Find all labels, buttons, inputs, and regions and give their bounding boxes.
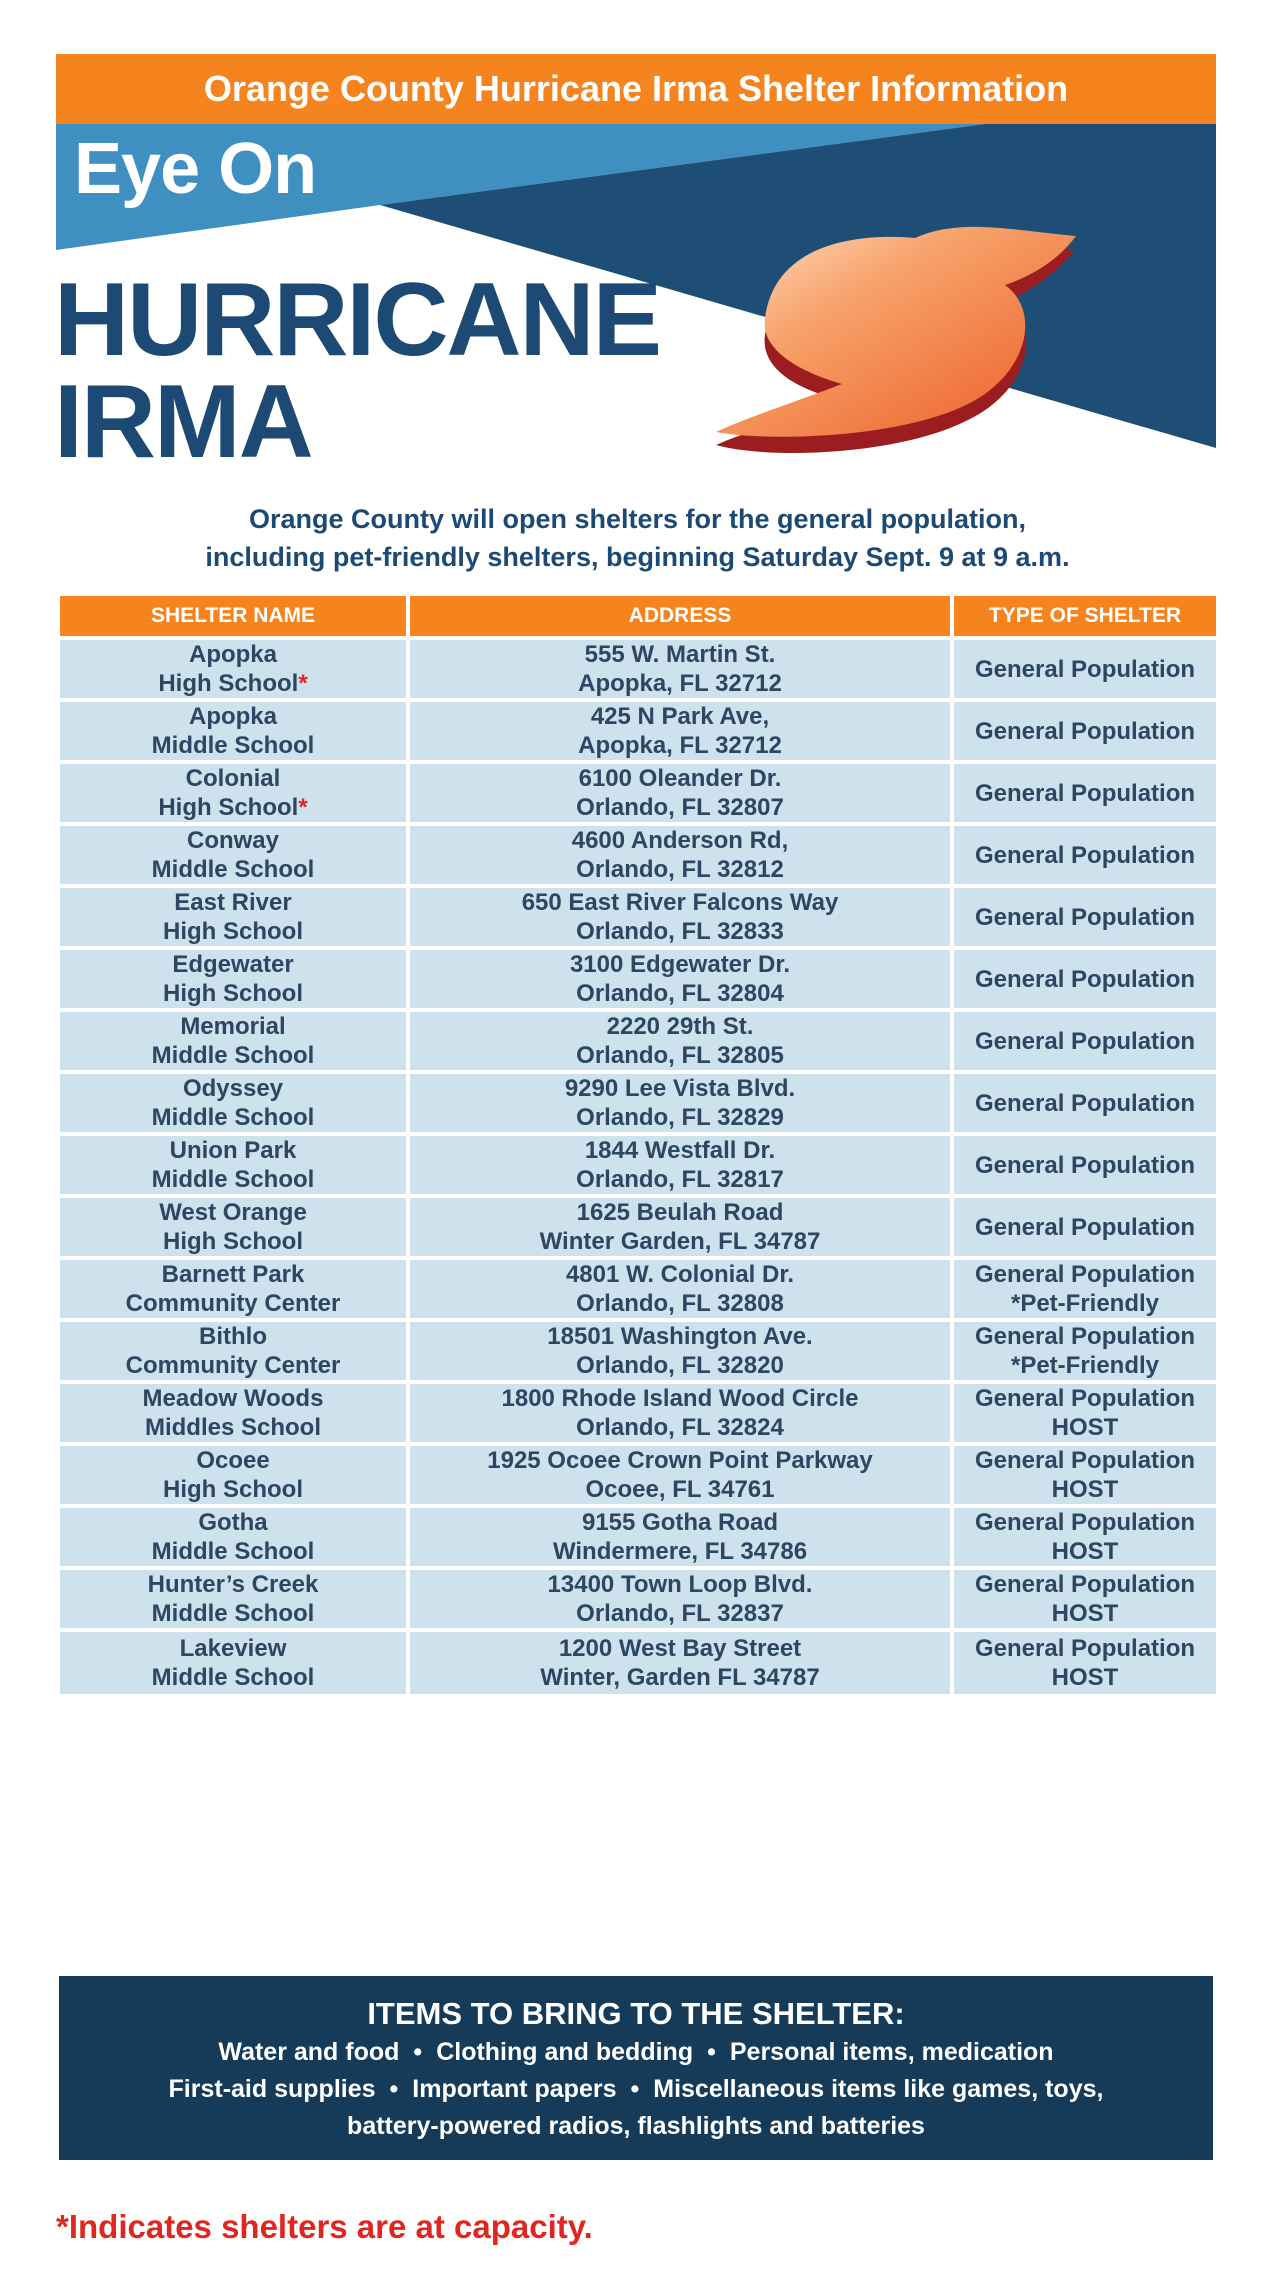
items-line-2 xyxy=(59,2071,1213,2108)
table-header-row xyxy=(60,596,1216,636)
item-entry: Clothing and bedding xyxy=(436,2038,694,2066)
shelter-name-line: Ocoee xyxy=(196,1447,270,1474)
table-row xyxy=(60,826,1216,884)
address-line: Orlando, FL 32829 xyxy=(576,1104,784,1131)
address-line: 13400 Town Loop Blvd. xyxy=(547,1571,813,1598)
shelter-name-cell xyxy=(60,1632,406,1694)
shelter-type-line: General Population xyxy=(974,1385,1196,1412)
item-entry: Miscellaneous items like games, toys, xyxy=(653,2075,1104,2103)
shelter-name-cell xyxy=(60,1570,406,1628)
shelter-type-line: General Population xyxy=(974,717,1196,745)
address-line: 1844 Westfall Dr. xyxy=(584,1137,776,1164)
page-banner-title: Orange County Hurricane Irma Shelter Information xyxy=(56,54,1216,124)
shelter-type-cell xyxy=(954,1012,1216,1070)
shelter-name-cell xyxy=(60,826,406,884)
shelter-type-cell xyxy=(954,764,1216,822)
bullet-separator: • xyxy=(630,2075,640,2103)
table-row xyxy=(60,1508,1216,1566)
shelter-type-line: General Population xyxy=(974,841,1196,869)
shelter-name-cell xyxy=(60,888,406,946)
address-line: 555 W. Martin St. xyxy=(584,641,776,668)
address-cell xyxy=(410,888,950,946)
intro-line-2: including pet-friendly shelters, beginning Saturday Sept. 9 at 9 a.m. xyxy=(205,542,1070,572)
item-entry: battery-powered radios, flashlights and batteries xyxy=(347,2112,925,2140)
shelter-type-line: HOST xyxy=(1051,1600,1119,1627)
items-title: ITEMS TO BRING TO THE SHELTER: xyxy=(367,1996,905,2031)
address-cell xyxy=(410,764,950,822)
address-line: Orlando, FL 32833 xyxy=(576,918,784,945)
address-cell xyxy=(410,826,950,884)
table-row xyxy=(60,1260,1216,1318)
shelter-name-cell xyxy=(60,1012,406,1070)
table-row xyxy=(60,640,1216,698)
items-line-3 xyxy=(59,2108,1213,2145)
address-cell xyxy=(410,1322,950,1380)
address-line: 18501 Washington Ave. xyxy=(547,1323,813,1350)
table-row xyxy=(60,1632,1216,1694)
shelter-name-text: High School xyxy=(158,794,299,821)
bullet-separator: • xyxy=(389,2075,399,2103)
address-line: Orlando, FL 32805 xyxy=(576,1042,784,1069)
shelter-type-cell xyxy=(954,702,1216,760)
address-line: Orlando, FL 32812 xyxy=(576,856,784,883)
shelter-type-line: HOST xyxy=(1051,1414,1119,1441)
shelter-name-line: High School xyxy=(163,1228,303,1255)
shelter-type-line: General Population xyxy=(974,655,1196,683)
shelter-type-line: General Population xyxy=(974,903,1196,931)
address-line: 1200 West Bay Street xyxy=(558,1635,802,1662)
shelter-type-line: General Population xyxy=(974,1213,1196,1241)
shelter-type-line: General Population xyxy=(974,1089,1196,1117)
address-line: Apopka, FL 32712 xyxy=(578,670,782,697)
shelter-name-cell xyxy=(60,1198,406,1256)
capacity-marker: * xyxy=(298,794,308,821)
capacity-marker: * xyxy=(298,670,308,697)
shelter-name-line: Community Center xyxy=(125,1352,341,1379)
address-cell xyxy=(410,950,950,1008)
shelter-name-line: High School xyxy=(163,918,303,945)
shelter-name-line: Edgewater xyxy=(172,951,294,978)
address-line: Orlando, FL 32820 xyxy=(576,1352,784,1379)
address-cell xyxy=(410,1260,950,1318)
shelter-type-line: General Population xyxy=(974,965,1196,993)
shelter-name-cell xyxy=(60,1260,406,1318)
address-cell xyxy=(410,1508,950,1566)
shelter-name-line: Middle School xyxy=(151,1042,315,1069)
shelter-name-line: West Orange xyxy=(159,1199,307,1226)
eye-on-heading: Eye On xyxy=(74,129,317,209)
address-line: Orlando, FL 32804 xyxy=(576,980,784,1007)
shelter-name-text: High School xyxy=(158,670,299,697)
shelter-type-cell xyxy=(954,1570,1216,1628)
column-header-type: TYPE OF SHELTER xyxy=(954,596,1216,636)
shelter-name-line: Middle School xyxy=(151,1664,315,1691)
table-row xyxy=(60,1074,1216,1132)
address-cell xyxy=(410,1384,950,1442)
address-line: 1925 Ocoee Crown Point Parkway xyxy=(487,1447,873,1474)
table-row xyxy=(60,888,1216,946)
address-cell xyxy=(410,1074,950,1132)
shelter-type-cell xyxy=(954,1446,1216,1504)
table-row xyxy=(60,1012,1216,1070)
shelter-name-cell xyxy=(60,1384,406,1442)
shelter-name-line: Middles School xyxy=(144,1414,321,1441)
address-cell xyxy=(410,702,950,760)
capacity-footnote: *Indicates shelters are at capacity. xyxy=(56,2208,593,2245)
bullet-separator: • xyxy=(413,2038,423,2066)
shelter-name-cell xyxy=(60,702,406,760)
shelter-type-cell xyxy=(954,826,1216,884)
address-line: Orlando, FL 32807 xyxy=(576,794,784,821)
shelter-name-cell xyxy=(60,1074,406,1132)
shelter-type-line: General Population xyxy=(974,1261,1196,1288)
bullet-separator: • xyxy=(707,2038,716,2066)
shelter-name-line xyxy=(64,669,402,698)
address-line: Winter Garden, FL 34787 xyxy=(539,1228,821,1255)
shelter-type-line: *Pet-Friendly xyxy=(1010,1290,1160,1317)
irma-title: IRMA xyxy=(54,364,312,480)
shelter-type-cell xyxy=(954,950,1216,1008)
table-row xyxy=(60,1198,1216,1256)
column-header-shelter-name: SHELTER NAME xyxy=(60,596,406,636)
shelter-type-line: HOST xyxy=(1051,1538,1119,1565)
shelter-type-cell xyxy=(954,1074,1216,1132)
shelter-name-cell xyxy=(60,640,406,698)
shelter-name-line: East River xyxy=(174,889,292,916)
address-line: Orlando, FL 32817 xyxy=(576,1166,784,1193)
shelter-name-line: Lakeview xyxy=(179,1635,287,1662)
shelter-type-cell xyxy=(954,640,1216,698)
shelter-table-body xyxy=(60,640,1216,1694)
table-row xyxy=(60,1570,1216,1628)
items-line-1 xyxy=(59,2034,1213,2071)
address-cell xyxy=(410,1632,950,1694)
item-entry: First-aid supplies xyxy=(168,2075,376,2103)
intro-text xyxy=(0,500,1275,576)
shelter-name-cell xyxy=(60,1322,406,1380)
address-cell xyxy=(410,1570,950,1628)
address-line: 6100 Oleander Dr. xyxy=(578,765,782,792)
address-line: 1800 Rhode Island Wood Circle xyxy=(501,1385,859,1412)
shelter-type-cell xyxy=(954,1632,1216,1694)
address-cell xyxy=(410,640,950,698)
shelter-name-cell xyxy=(60,764,406,822)
shelter-type-line: General Population xyxy=(974,779,1196,807)
hurricane-title: HURRICANE xyxy=(54,262,660,378)
address-line: 4801 W. Colonial Dr. xyxy=(565,1261,795,1288)
shelter-name-line: Conway xyxy=(186,827,279,854)
shelter-name-line: Middle School xyxy=(151,1600,315,1627)
shelter-name-line: Union Park xyxy=(169,1137,297,1164)
shelter-name-line: Colonial xyxy=(185,765,281,792)
shelter-name-line: Middle School xyxy=(151,732,315,759)
item-entry: Personal items, medication xyxy=(729,2038,1054,2066)
address-line: Orlando, FL 32824 xyxy=(576,1414,784,1441)
shelter-name-cell xyxy=(60,1136,406,1194)
shelter-type-cell xyxy=(954,1136,1216,1194)
address-line: Winter, Garden FL 34787 xyxy=(540,1664,820,1691)
address-line: 425 N Park Ave, xyxy=(590,703,770,730)
shelter-type-line: General Population xyxy=(974,1571,1196,1598)
shelter-name-line: Barnett Park xyxy=(161,1261,305,1288)
table-row xyxy=(60,1322,1216,1380)
shelter-table xyxy=(56,592,1220,1698)
table-row xyxy=(60,950,1216,1008)
address-cell xyxy=(410,1136,950,1194)
address-line: 2220 29th St. xyxy=(606,1013,754,1040)
shelter-name-line xyxy=(64,793,402,822)
shelter-type-cell xyxy=(954,888,1216,946)
shelter-name-line: Middle School xyxy=(151,1538,315,1565)
table-row xyxy=(60,1136,1216,1194)
address-cell xyxy=(410,1012,950,1070)
shelter-name-line: Gotha xyxy=(198,1509,268,1536)
shelter-type-line: General Population xyxy=(974,1447,1196,1474)
shelter-name-line: Middle School xyxy=(151,856,315,883)
table-row xyxy=(60,702,1216,760)
shelter-name-line: Community Center xyxy=(125,1290,341,1317)
shelter-type-line: *Pet-Friendly xyxy=(1010,1352,1160,1379)
intro-line-1: Orange County will open shelters for the general population, xyxy=(248,504,1027,534)
shelter-name-cell xyxy=(60,1446,406,1504)
address-line: 9290 Lee Vista Blvd. xyxy=(564,1075,796,1102)
address-line: 1625 Beulah Road xyxy=(576,1199,784,1226)
address-line: Orlando, FL 32808 xyxy=(576,1290,784,1317)
shelter-type-line: HOST xyxy=(1051,1664,1119,1691)
shelter-type-cell xyxy=(954,1322,1216,1380)
items-to-bring-box xyxy=(59,1976,1213,2160)
item-entry: Water and food xyxy=(218,2038,400,2066)
address-line: Windermere, FL 34786 xyxy=(552,1538,808,1565)
address-line: 4600 Anderson Rd, xyxy=(571,827,789,854)
address-line: 3100 Edgewater Dr. xyxy=(569,951,791,978)
shelter-type-cell xyxy=(954,1508,1216,1566)
shelter-name-line: Odyssey xyxy=(182,1075,284,1102)
shelter-name-line: Apopka xyxy=(188,641,277,668)
shelter-type-line: General Population xyxy=(974,1509,1196,1536)
shelter-name-line: Apopka xyxy=(188,703,277,730)
shelter-name-line: Memorial xyxy=(180,1013,286,1040)
shelter-type-cell xyxy=(954,1384,1216,1442)
address-cell xyxy=(410,1446,950,1504)
item-entry: Important papers xyxy=(412,2075,617,2103)
shelter-type-cell xyxy=(954,1260,1216,1318)
shelter-name-line: Bithlo xyxy=(199,1323,267,1350)
shelter-name-cell xyxy=(60,1508,406,1566)
column-header-address: ADDRESS xyxy=(410,596,950,636)
address-line: 650 East River Falcons Way xyxy=(521,889,839,916)
shelter-type-cell xyxy=(954,1198,1216,1256)
shelter-type-line: General Population xyxy=(974,1635,1196,1662)
address-cell xyxy=(410,1198,950,1256)
shelter-name-line: Middle School xyxy=(151,1104,315,1131)
shelter-type-line: General Population xyxy=(974,1151,1196,1179)
shelter-type-line: HOST xyxy=(1051,1476,1119,1503)
table-row xyxy=(60,1446,1216,1504)
shelter-name-line: Hunter’s Creek xyxy=(147,1571,319,1598)
shelter-name-line: Meadow Woods xyxy=(142,1385,324,1412)
address-line: Ocoee, FL 34761 xyxy=(585,1476,775,1503)
table-row xyxy=(60,1384,1216,1442)
shelter-name-line: High School xyxy=(163,1476,303,1503)
shelter-type-line: General Population xyxy=(974,1323,1196,1350)
shelter-name-cell xyxy=(60,950,406,1008)
shelter-name-line: Middle School xyxy=(151,1166,315,1193)
table-row xyxy=(60,764,1216,822)
shelter-name-line: High School xyxy=(163,980,303,1007)
address-line: Apopka, FL 32712 xyxy=(578,732,782,759)
address-line: 9155 Gotha Road xyxy=(581,1509,779,1536)
shelter-type-line: General Population xyxy=(974,1027,1196,1055)
address-line: Orlando, FL 32837 xyxy=(576,1600,784,1627)
